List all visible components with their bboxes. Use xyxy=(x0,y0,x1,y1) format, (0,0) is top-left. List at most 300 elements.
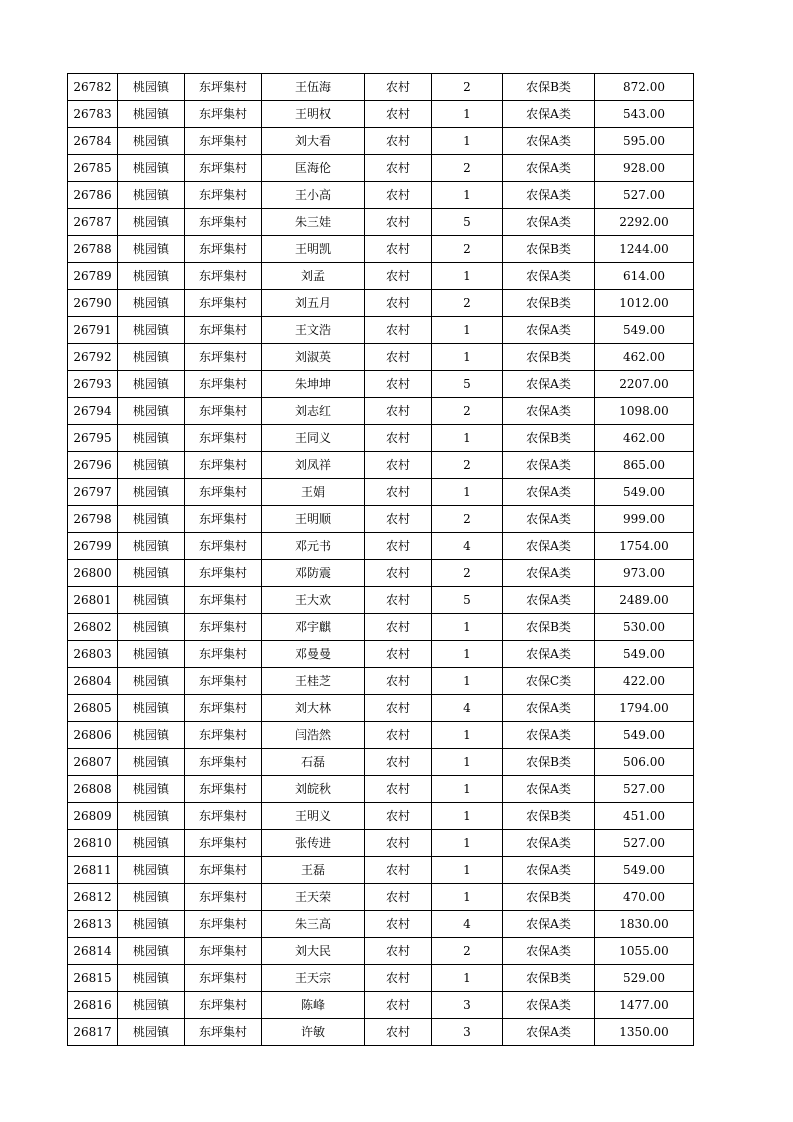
name-cell: 王娟 xyxy=(262,479,365,506)
table-row xyxy=(68,803,694,830)
amount-cell: 1830.00 xyxy=(595,911,694,938)
name-cell: 朱坤坤 xyxy=(262,371,365,398)
table-row xyxy=(68,992,694,1019)
village-cell: 东坪集村 xyxy=(185,803,262,830)
name-cell: 邓防震 xyxy=(262,560,365,587)
table-row xyxy=(68,155,694,182)
record-id-cell: 26810 xyxy=(68,830,118,857)
town-cell: 桃园镇 xyxy=(118,155,185,182)
category-cell: 农保A类 xyxy=(503,641,595,668)
town-cell: 桃园镇 xyxy=(118,74,185,101)
town-cell: 桃园镇 xyxy=(118,722,185,749)
member-count-cell: 2 xyxy=(432,560,503,587)
village-cell: 东坪集村 xyxy=(185,992,262,1019)
town-cell: 桃园镇 xyxy=(118,290,185,317)
name-cell: 刘孟 xyxy=(262,263,365,290)
household-type-cell: 农村 xyxy=(365,236,432,263)
household-type-cell: 农村 xyxy=(365,614,432,641)
member-count-cell: 2 xyxy=(432,236,503,263)
household-type-cell: 农村 xyxy=(365,587,432,614)
town-cell: 桃园镇 xyxy=(118,425,185,452)
member-count-cell: 4 xyxy=(432,911,503,938)
village-cell: 东坪集村 xyxy=(185,1019,262,1046)
town-cell: 桃园镇 xyxy=(118,614,185,641)
amount-cell: 595.00 xyxy=(595,128,694,155)
category-cell: 农保A类 xyxy=(503,317,595,344)
table-row xyxy=(68,884,694,911)
name-cell: 王明义 xyxy=(262,803,365,830)
town-cell: 桃园镇 xyxy=(118,344,185,371)
table-row xyxy=(68,182,694,209)
amount-cell: 506.00 xyxy=(595,749,694,776)
table-row xyxy=(68,587,694,614)
member-count-cell: 1 xyxy=(432,128,503,155)
town-cell: 桃园镇 xyxy=(118,830,185,857)
category-cell: 农保A类 xyxy=(503,911,595,938)
household-type-cell: 农村 xyxy=(365,479,432,506)
town-cell: 桃园镇 xyxy=(118,884,185,911)
record-id-cell: 26799 xyxy=(68,533,118,560)
town-cell: 桃园镇 xyxy=(118,857,185,884)
town-cell: 桃园镇 xyxy=(118,938,185,965)
household-type-cell: 农村 xyxy=(365,398,432,425)
table-row xyxy=(68,1019,694,1046)
household-type-cell: 农村 xyxy=(365,182,432,209)
amount-cell: 543.00 xyxy=(595,101,694,128)
household-type-cell: 农村 xyxy=(365,74,432,101)
household-type-cell: 农村 xyxy=(365,317,432,344)
member-count-cell: 1 xyxy=(432,857,503,884)
category-cell: 农保B类 xyxy=(503,884,595,911)
record-id-cell: 26809 xyxy=(68,803,118,830)
household-type-cell: 农村 xyxy=(365,263,432,290)
table-row xyxy=(68,452,694,479)
name-cell: 刘大看 xyxy=(262,128,365,155)
member-count-cell: 4 xyxy=(432,533,503,560)
name-cell: 王明顺 xyxy=(262,506,365,533)
town-cell: 桃园镇 xyxy=(118,101,185,128)
name-cell: 陈峰 xyxy=(262,992,365,1019)
record-id-cell: 26791 xyxy=(68,317,118,344)
category-cell: 农保A类 xyxy=(503,128,595,155)
town-cell: 桃园镇 xyxy=(118,371,185,398)
table-row xyxy=(68,344,694,371)
amount-cell: 1012.00 xyxy=(595,290,694,317)
name-cell: 王磊 xyxy=(262,857,365,884)
town-cell: 桃园镇 xyxy=(118,398,185,425)
household-type-cell: 农村 xyxy=(365,371,432,398)
record-id-cell: 26798 xyxy=(68,506,118,533)
category-cell: 农保A类 xyxy=(503,533,595,560)
amount-cell: 1055.00 xyxy=(595,938,694,965)
village-cell: 东坪集村 xyxy=(185,695,262,722)
town-cell: 桃园镇 xyxy=(118,128,185,155)
household-type-cell: 农村 xyxy=(365,668,432,695)
name-cell: 刘大林 xyxy=(262,695,365,722)
category-cell: 农保B类 xyxy=(503,236,595,263)
amount-cell: 462.00 xyxy=(595,344,694,371)
amount-cell: 530.00 xyxy=(595,614,694,641)
table-row xyxy=(68,290,694,317)
table-row xyxy=(68,749,694,776)
village-cell: 东坪集村 xyxy=(185,344,262,371)
category-cell: 农保A类 xyxy=(503,695,595,722)
table-row xyxy=(68,398,694,425)
record-id-cell: 26812 xyxy=(68,884,118,911)
member-count-cell: 1 xyxy=(432,965,503,992)
member-count-cell: 1 xyxy=(432,263,503,290)
table-row xyxy=(68,668,694,695)
category-cell: 农保C类 xyxy=(503,668,595,695)
record-id-cell: 26805 xyxy=(68,695,118,722)
household-type-cell: 农村 xyxy=(365,155,432,182)
name-cell: 王大欢 xyxy=(262,587,365,614)
member-count-cell: 2 xyxy=(432,506,503,533)
table-row xyxy=(68,506,694,533)
table-row xyxy=(68,560,694,587)
amount-cell: 527.00 xyxy=(595,182,694,209)
town-cell: 桃园镇 xyxy=(118,668,185,695)
amount-cell: 999.00 xyxy=(595,506,694,533)
household-type-cell: 农村 xyxy=(365,803,432,830)
record-id-cell: 26806 xyxy=(68,722,118,749)
record-id-cell: 26786 xyxy=(68,182,118,209)
village-cell: 东坪集村 xyxy=(185,182,262,209)
member-count-cell: 1 xyxy=(432,182,503,209)
amount-cell: 527.00 xyxy=(595,776,694,803)
household-type-cell: 农村 xyxy=(365,128,432,155)
household-type-cell: 农村 xyxy=(365,749,432,776)
name-cell: 刘凤祥 xyxy=(262,452,365,479)
record-id-cell: 26790 xyxy=(68,290,118,317)
amount-cell: 549.00 xyxy=(595,641,694,668)
record-id-cell: 26807 xyxy=(68,749,118,776)
member-count-cell: 1 xyxy=(432,479,503,506)
name-cell: 邓宇麒 xyxy=(262,614,365,641)
table-row xyxy=(68,641,694,668)
amount-cell: 451.00 xyxy=(595,803,694,830)
member-count-cell: 1 xyxy=(432,884,503,911)
category-cell: 农保A类 xyxy=(503,722,595,749)
town-cell: 桃园镇 xyxy=(118,911,185,938)
town-cell: 桃园镇 xyxy=(118,317,185,344)
village-cell: 东坪集村 xyxy=(185,452,262,479)
town-cell: 桃园镇 xyxy=(118,182,185,209)
member-count-cell: 5 xyxy=(432,209,503,236)
table-row xyxy=(68,830,694,857)
household-type-cell: 农村 xyxy=(365,425,432,452)
category-cell: 农保B类 xyxy=(503,425,595,452)
amount-cell: 1477.00 xyxy=(595,992,694,1019)
table-body xyxy=(68,74,694,1046)
member-count-cell: 1 xyxy=(432,749,503,776)
name-cell: 王天荣 xyxy=(262,884,365,911)
name-cell: 王文浩 xyxy=(262,317,365,344)
category-cell: 农保B类 xyxy=(503,803,595,830)
household-type-cell: 农村 xyxy=(365,101,432,128)
category-cell: 农保A类 xyxy=(503,938,595,965)
category-cell: 农保A类 xyxy=(503,155,595,182)
name-cell: 闫浩然 xyxy=(262,722,365,749)
member-count-cell: 1 xyxy=(432,101,503,128)
member-count-cell: 3 xyxy=(432,992,503,1019)
member-count-cell: 1 xyxy=(432,722,503,749)
category-cell: 农保A类 xyxy=(503,398,595,425)
member-count-cell: 1 xyxy=(432,803,503,830)
member-count-cell: 2 xyxy=(432,452,503,479)
member-count-cell: 1 xyxy=(432,641,503,668)
table-row xyxy=(68,263,694,290)
amount-cell: 1350.00 xyxy=(595,1019,694,1046)
amount-cell: 2292.00 xyxy=(595,209,694,236)
table-row xyxy=(68,614,694,641)
household-type-cell: 农村 xyxy=(365,533,432,560)
village-cell: 东坪集村 xyxy=(185,290,262,317)
village-cell: 东坪集村 xyxy=(185,722,262,749)
name-cell: 邓曼曼 xyxy=(262,641,365,668)
record-id-cell: 26802 xyxy=(68,614,118,641)
category-cell: 农保A类 xyxy=(503,560,595,587)
amount-cell: 614.00 xyxy=(595,263,694,290)
town-cell: 桃园镇 xyxy=(118,641,185,668)
town-cell: 桃园镇 xyxy=(118,749,185,776)
record-id-cell: 26796 xyxy=(68,452,118,479)
category-cell: 农保A类 xyxy=(503,371,595,398)
household-type-cell: 农村 xyxy=(365,776,432,803)
name-cell: 匡海伦 xyxy=(262,155,365,182)
household-type-cell: 农村 xyxy=(365,857,432,884)
table-row xyxy=(68,695,694,722)
town-cell: 桃园镇 xyxy=(118,263,185,290)
village-cell: 东坪集村 xyxy=(185,857,262,884)
category-cell: 农保A类 xyxy=(503,101,595,128)
village-cell: 东坪集村 xyxy=(185,236,262,263)
village-cell: 东坪集村 xyxy=(185,614,262,641)
member-count-cell: 5 xyxy=(432,371,503,398)
record-id-cell: 26803 xyxy=(68,641,118,668)
category-cell: 农保A类 xyxy=(503,776,595,803)
village-cell: 东坪集村 xyxy=(185,74,262,101)
member-count-cell: 1 xyxy=(432,614,503,641)
category-cell: 农保A类 xyxy=(503,452,595,479)
category-cell: 农保A类 xyxy=(503,587,595,614)
household-type-cell: 农村 xyxy=(365,1019,432,1046)
amount-cell: 2489.00 xyxy=(595,587,694,614)
household-type-cell: 农村 xyxy=(365,209,432,236)
amount-cell: 549.00 xyxy=(595,857,694,884)
category-cell: 农保A类 xyxy=(503,479,595,506)
town-cell: 桃园镇 xyxy=(118,479,185,506)
name-cell: 王明凯 xyxy=(262,236,365,263)
member-count-cell: 2 xyxy=(432,74,503,101)
record-id-cell: 26794 xyxy=(68,398,118,425)
name-cell: 王小高 xyxy=(262,182,365,209)
member-count-cell: 1 xyxy=(432,344,503,371)
member-count-cell: 1 xyxy=(432,425,503,452)
member-count-cell: 2 xyxy=(432,398,503,425)
household-type-cell: 农村 xyxy=(365,506,432,533)
town-cell: 桃园镇 xyxy=(118,992,185,1019)
record-id-cell: 26792 xyxy=(68,344,118,371)
record-id-cell: 26782 xyxy=(68,74,118,101)
table-row xyxy=(68,101,694,128)
record-id-cell: 26804 xyxy=(68,668,118,695)
record-id-cell: 26811 xyxy=(68,857,118,884)
record-id-cell: 26797 xyxy=(68,479,118,506)
amount-cell: 1754.00 xyxy=(595,533,694,560)
amount-cell: 462.00 xyxy=(595,425,694,452)
table-row xyxy=(68,938,694,965)
member-count-cell: 3 xyxy=(432,1019,503,1046)
household-type-cell: 农村 xyxy=(365,911,432,938)
record-id-cell: 26793 xyxy=(68,371,118,398)
category-cell: 农保B类 xyxy=(503,614,595,641)
town-cell: 桃园镇 xyxy=(118,236,185,263)
category-cell: 农保B类 xyxy=(503,290,595,317)
member-count-cell: 5 xyxy=(432,587,503,614)
town-cell: 桃园镇 xyxy=(118,452,185,479)
amount-cell: 470.00 xyxy=(595,884,694,911)
household-type-cell: 农村 xyxy=(365,452,432,479)
name-cell: 石磊 xyxy=(262,749,365,776)
name-cell: 张传进 xyxy=(262,830,365,857)
household-type-cell: 农村 xyxy=(365,938,432,965)
village-cell: 东坪集村 xyxy=(185,101,262,128)
record-id-cell: 26784 xyxy=(68,128,118,155)
record-id-cell: 26789 xyxy=(68,263,118,290)
town-cell: 桃园镇 xyxy=(118,209,185,236)
amount-cell: 928.00 xyxy=(595,155,694,182)
member-count-cell: 2 xyxy=(432,155,503,182)
member-count-cell: 1 xyxy=(432,776,503,803)
name-cell: 王桂芝 xyxy=(262,668,365,695)
table-row xyxy=(68,533,694,560)
table-row xyxy=(68,317,694,344)
amount-cell: 2207.00 xyxy=(595,371,694,398)
record-id-cell: 26800 xyxy=(68,560,118,587)
category-cell: 农保A类 xyxy=(503,1019,595,1046)
village-cell: 东坪集村 xyxy=(185,533,262,560)
name-cell: 刘五月 xyxy=(262,290,365,317)
category-cell: 农保B类 xyxy=(503,74,595,101)
village-cell: 东坪集村 xyxy=(185,965,262,992)
amount-cell: 872.00 xyxy=(595,74,694,101)
category-cell: 农保B类 xyxy=(503,344,595,371)
village-cell: 东坪集村 xyxy=(185,479,262,506)
category-cell: 农保A类 xyxy=(503,209,595,236)
amount-cell: 1244.00 xyxy=(595,236,694,263)
village-cell: 东坪集村 xyxy=(185,128,262,155)
household-type-cell: 农村 xyxy=(365,560,432,587)
household-type-cell: 农村 xyxy=(365,884,432,911)
table-row xyxy=(68,857,694,884)
name-cell: 王天宗 xyxy=(262,965,365,992)
table-row xyxy=(68,425,694,452)
member-count-cell: 1 xyxy=(432,668,503,695)
amount-cell: 529.00 xyxy=(595,965,694,992)
name-cell: 刘大民 xyxy=(262,938,365,965)
village-cell: 东坪集村 xyxy=(185,776,262,803)
village-cell: 东坪集村 xyxy=(185,560,262,587)
village-cell: 东坪集村 xyxy=(185,398,262,425)
name-cell: 刘皖秋 xyxy=(262,776,365,803)
name-cell: 王同义 xyxy=(262,425,365,452)
category-cell: 农保A类 xyxy=(503,182,595,209)
name-cell: 邓元书 xyxy=(262,533,365,560)
category-cell: 农保A类 xyxy=(503,506,595,533)
record-id-cell: 26815 xyxy=(68,965,118,992)
household-type-cell: 农村 xyxy=(365,344,432,371)
category-cell: 农保A类 xyxy=(503,857,595,884)
category-cell: 农保A类 xyxy=(503,830,595,857)
amount-cell: 422.00 xyxy=(595,668,694,695)
name-cell: 刘志红 xyxy=(262,398,365,425)
name-cell: 许敏 xyxy=(262,1019,365,1046)
member-count-cell: 2 xyxy=(432,938,503,965)
village-cell: 东坪集村 xyxy=(185,749,262,776)
amount-cell: 973.00 xyxy=(595,560,694,587)
table-row xyxy=(68,236,694,263)
village-cell: 东坪集村 xyxy=(185,209,262,236)
category-cell: 农保A类 xyxy=(503,263,595,290)
town-cell: 桃园镇 xyxy=(118,560,185,587)
record-id-cell: 26795 xyxy=(68,425,118,452)
beneficiary-table xyxy=(67,73,694,1046)
table-row xyxy=(68,209,694,236)
household-type-cell: 农村 xyxy=(365,641,432,668)
amount-cell: 527.00 xyxy=(595,830,694,857)
town-cell: 桃园镇 xyxy=(118,695,185,722)
table-row xyxy=(68,776,694,803)
record-id-cell: 26814 xyxy=(68,938,118,965)
record-id-cell: 26813 xyxy=(68,911,118,938)
record-id-cell: 26808 xyxy=(68,776,118,803)
table-row xyxy=(68,911,694,938)
village-cell: 东坪集村 xyxy=(185,587,262,614)
amount-cell: 1794.00 xyxy=(595,695,694,722)
town-cell: 桃园镇 xyxy=(118,533,185,560)
name-cell: 朱三高 xyxy=(262,911,365,938)
record-id-cell: 26785 xyxy=(68,155,118,182)
village-cell: 东坪集村 xyxy=(185,884,262,911)
town-cell: 桃园镇 xyxy=(118,1019,185,1046)
record-id-cell: 26787 xyxy=(68,209,118,236)
table-row xyxy=(68,371,694,398)
amount-cell: 549.00 xyxy=(595,479,694,506)
name-cell: 王明权 xyxy=(262,101,365,128)
record-id-cell: 26783 xyxy=(68,101,118,128)
table-row xyxy=(68,722,694,749)
category-cell: 农保B类 xyxy=(503,749,595,776)
member-count-cell: 4 xyxy=(432,695,503,722)
name-cell: 朱三娃 xyxy=(262,209,365,236)
village-cell: 东坪集村 xyxy=(185,641,262,668)
village-cell: 东坪集村 xyxy=(185,830,262,857)
name-cell: 王伍海 xyxy=(262,74,365,101)
amount-cell: 549.00 xyxy=(595,722,694,749)
village-cell: 东坪集村 xyxy=(185,506,262,533)
household-type-cell: 农村 xyxy=(365,992,432,1019)
village-cell: 东坪集村 xyxy=(185,317,262,344)
name-cell: 刘淑英 xyxy=(262,344,365,371)
table-row xyxy=(68,479,694,506)
amount-cell: 549.00 xyxy=(595,317,694,344)
town-cell: 桃园镇 xyxy=(118,776,185,803)
village-cell: 东坪集村 xyxy=(185,425,262,452)
village-cell: 东坪集村 xyxy=(185,938,262,965)
village-cell: 东坪集村 xyxy=(185,668,262,695)
amount-cell: 865.00 xyxy=(595,452,694,479)
